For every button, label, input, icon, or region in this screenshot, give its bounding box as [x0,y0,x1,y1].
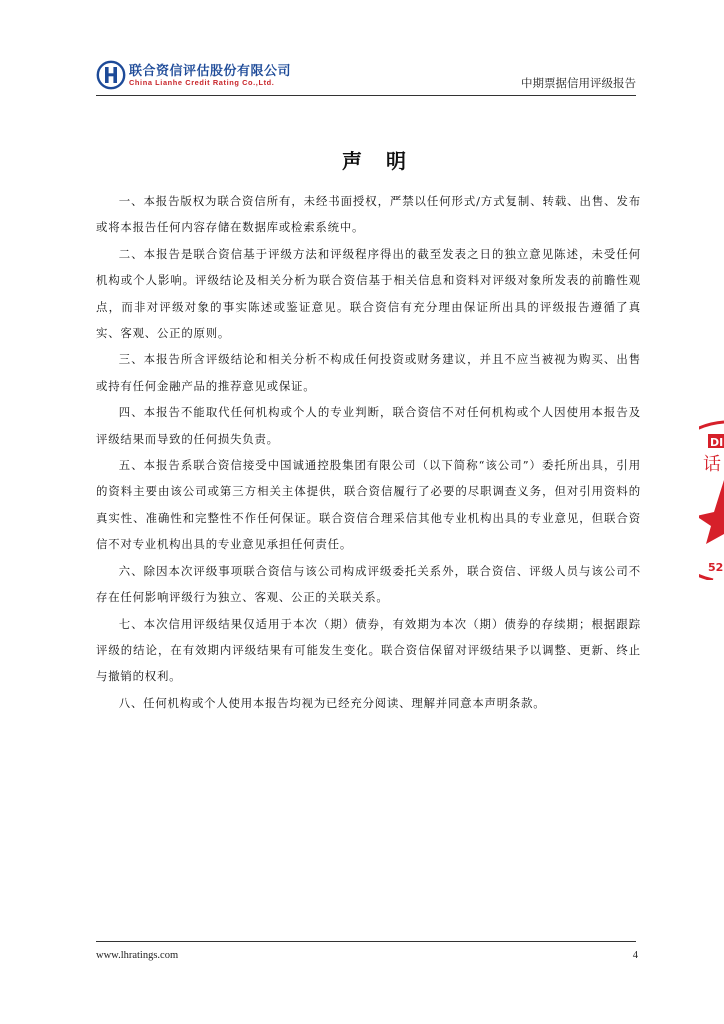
header-divider [96,95,636,96]
stamp-text-bottom: 52 [708,561,724,574]
stamp-text-top: DI [710,436,724,449]
statement-paragraph-2: 二、本报告是联合资信基于评级方法和评级程序得出的截至发表之日的独立意见陈述，未受任何机构或个人影响。评级结论及相关分析为联合资信基于相关信息和资料对评级对象所发表的前瞻性观点，而非对评级对象的事实陈述或鉴证意见。联合资信有充分理由保证所出具的评级报告遵循了真实、客观、公正的原则。 [96,246,641,341]
statement-paragraph-1: 一、本报告版权为联合资信所有，未经书面授权，严禁以任何形式/方式复制、转载、出售、发布或将本报告任何内容存储在数据库或检索系统中。 [96,194,641,235]
statement-body [96,188,641,716]
stamp-text-mid: 话 [703,454,721,475]
footer-url: www.lhratings.com [96,950,179,961]
statement-paragraph-5: 五、本报告系联合资信接受中国诚通控股集团有限公司（以下简称“该公司”）委托所出具，引用的资料主要由该公司或第三方相关主体提供，联合资信履行了必要的尽职调查义务，但对引用资料的真实性、准确性和完整性不作任何保证。联合资信合理采信其他专业机构出具的专业意见，但联合资信不对专业机构出具的专业意见承担任何责任。 [96,458,641,552]
company-name-cn: 联合资信评估股份有限公司 [129,64,292,79]
statement-paragraph-6: 六、除因本次评级事项联合资信与该公司构成评级委托关系外，联合资信、评级人员与该公司不存在任何影响评级行为独立、客观、公正的关联关系。 [96,563,641,605]
red-seal-stamp [699,420,724,580]
statement-paragraph-4: 四、本报告不能取代任何机构或个人的专业判断，联合资信不对任何机构或个人因使用本报告及评级结果而导致的任何损失负责。 [96,405,641,446]
statement-paragraph-8: 八、任何机构或个人使用本报告均视为已经充分阅读、理解并同意本声明条款。 [118,695,546,710]
statement-paragraph-3: 三、本报告所含评级结论和相关分析不构成任何投资或财务建议，并且不应当被视为购买、出售或持有任何金融产品的推荐意见或保证。 [96,352,641,393]
company-name-en: China Lianhe Credit Rating Co.,Ltd. [129,78,275,87]
lianhe-logo-icon [96,60,126,90]
page-title: 声明 [342,149,430,173]
report-type: 中期票据信用评级报告 [521,76,636,90]
page-header [96,58,636,98]
footer-divider [96,941,636,942]
statement-paragraph-7: 七、本次信用评级结果仅适用于本次（期）债券，有效期为本次（期）债券的存续期；根据跟踪评级的结论，在有效期内评级结果有可能发生变化。联合资信保留对评级结果予以调整、更新、终止与撤销的权利。 [96,616,641,684]
page-number: 4 [632,950,638,961]
